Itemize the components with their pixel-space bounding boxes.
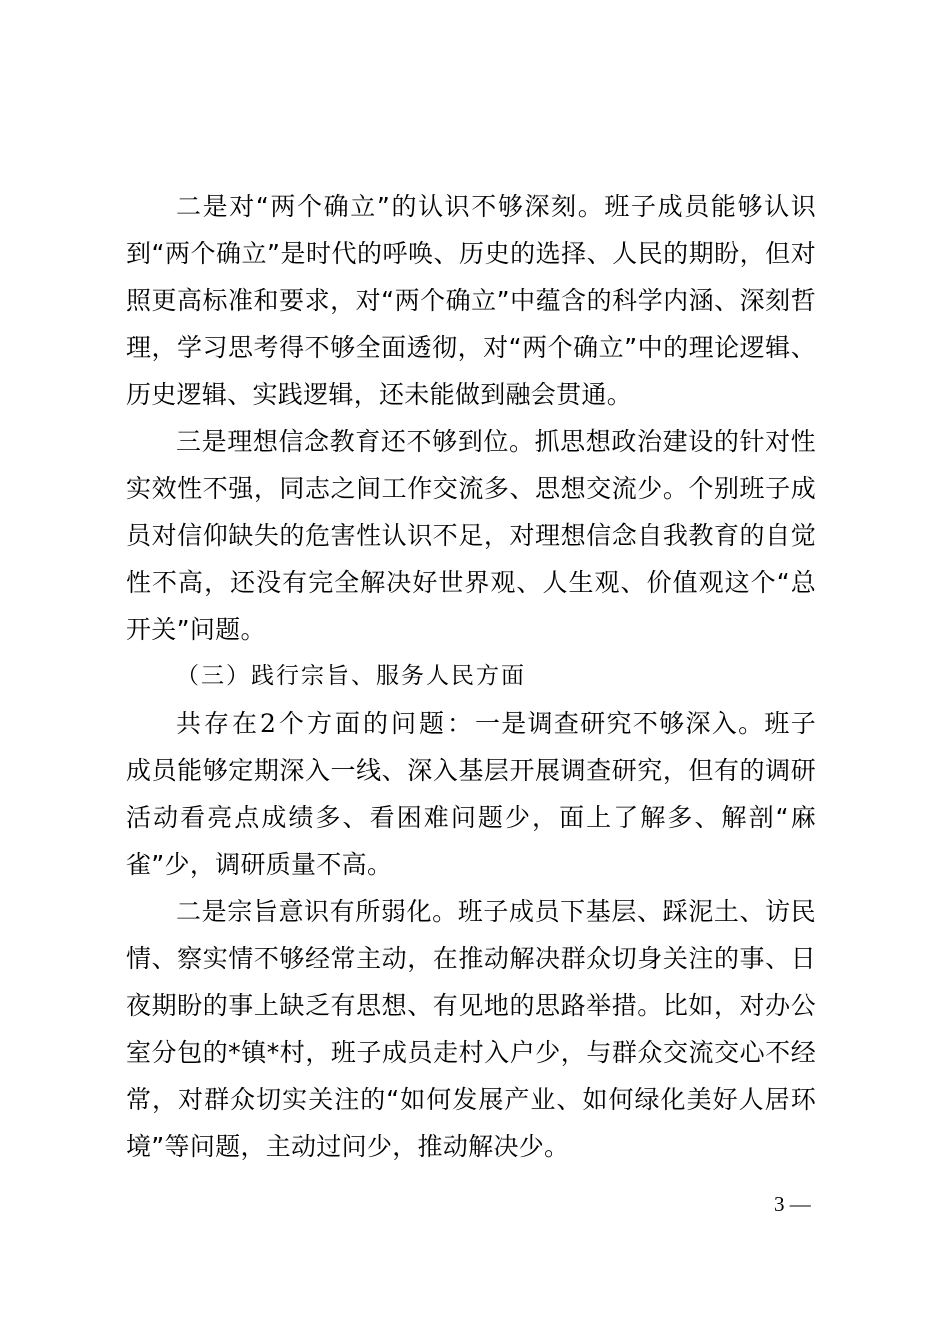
- paragraph-investigation-body: 一是调查研究不够深入。班子成员能够定期深入一线、深入基层开展调查研究，但有的调研活动看亮点成绩多、看困难问题少，面上了解多、解剖“麻雀”少，调研质量不高。: [126, 709, 816, 879]
- paragraph-purpose-awareness: 二是宗旨意识有所弱化。班子成员下基层、踩泥土、访民情、察实情不够经常主动，在推动解决群众切身关注的事、日夜期盼的事上缺乏有思想、有见地的思路举措。比如，对办公室分包的*镇*村，班子成员走村入户少，与群众交流交心不经常，对群众切实关注的“如何发展产业、如何绿化美好人居环境”等问题，主动过问少，推动解决少。: [126, 897, 816, 1161]
- page-number: 3 —: [774, 1192, 811, 1216]
- section-heading: （三）践行宗旨、服务人民方面: [176, 663, 526, 689]
- paragraph-lead: 共存在2个方面的问题：: [176, 709, 475, 738]
- paragraph-investigation: [126, 700, 816, 888]
- paragraph-ideals-education: 三是理想信念教育还不够到位。抓思想政治建设的针对性实效性不强，同志之间工作交流多、思想交流少。个别班子成员对信仰缺失的危害性认识不足，对理想信念自我教育的自觉性不高，还没有完全解决好世界观、人生观、价值观这个“总开关”问题。: [126, 427, 816, 644]
- paragraph-two-establishments: 二是对“两个确立”的认识不够深刻。班子成员能够认识到“两个确立”是时代的呼唤、历史的选择、人民的期盼，但对照更高标准和要求，对“两个确立”中蕴含的科学内涵、深刻哲理，学习思考得不够全面透彻，对“两个确立”中的理论逻辑、历史逻辑、实践逻辑，还未能做到融会贯通。: [126, 192, 816, 409]
- document-body: [126, 183, 816, 1170]
